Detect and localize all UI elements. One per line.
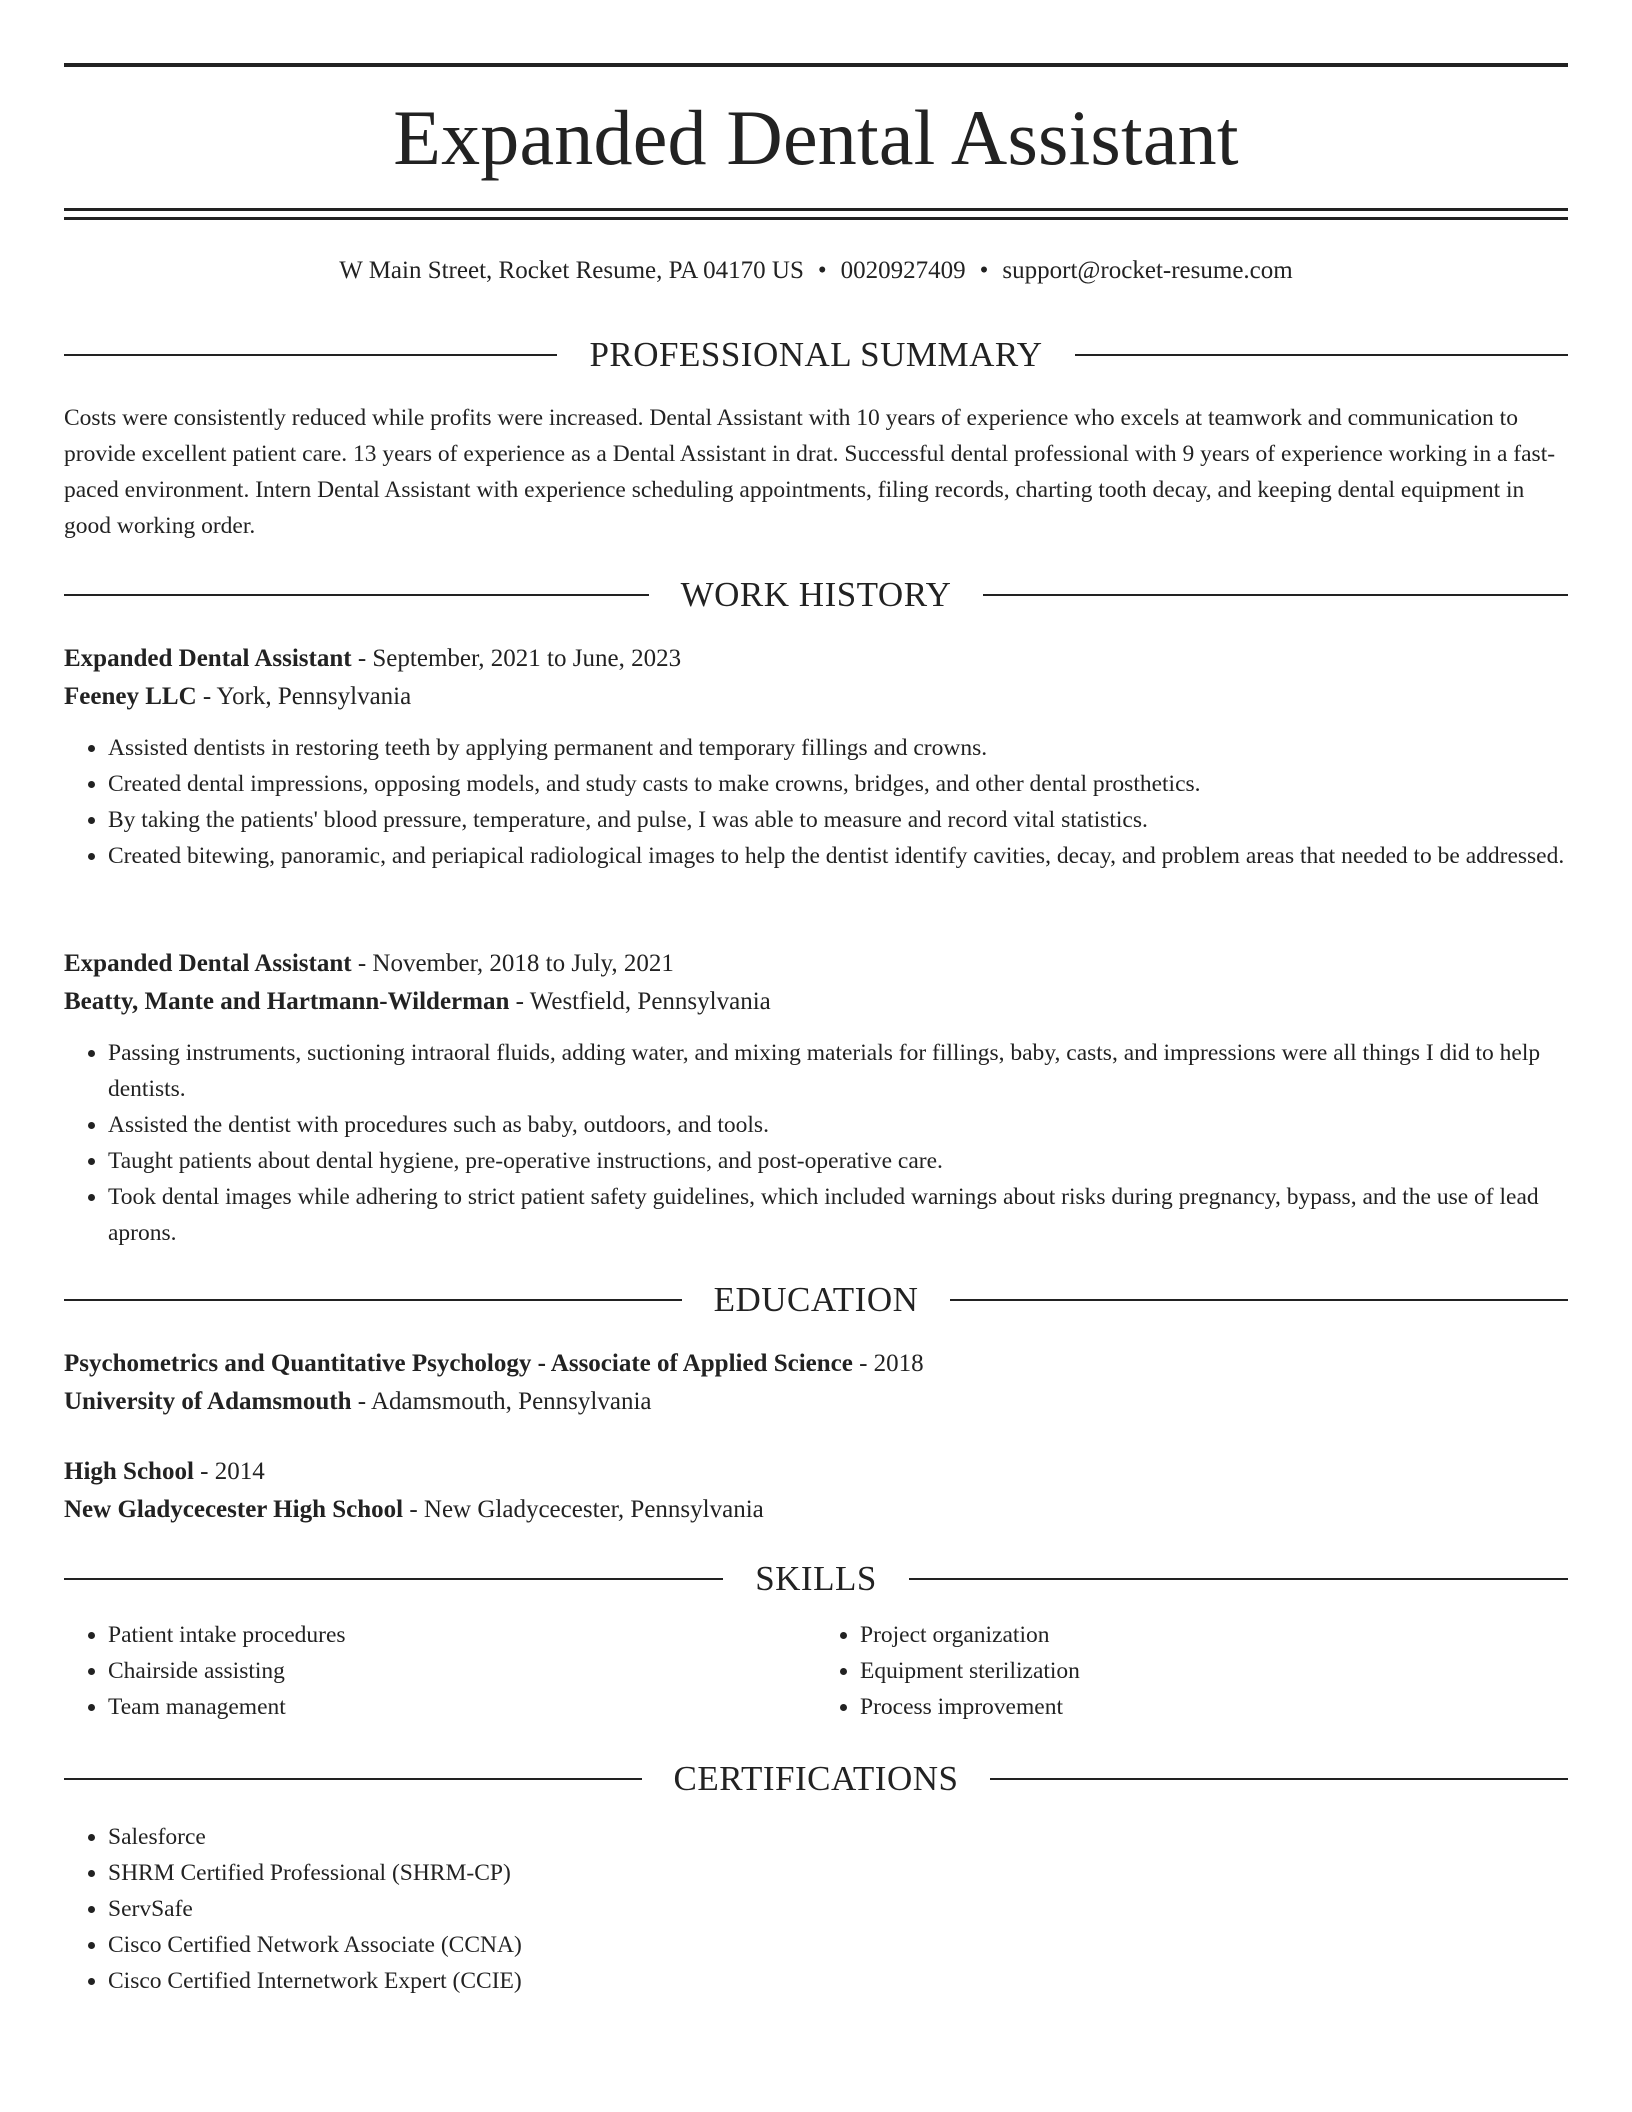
work-company-line bbox=[64, 983, 1568, 1021]
list-item: • Salesforce bbox=[108, 1819, 1568, 1855]
section-heading-education bbox=[64, 1278, 1568, 1322]
work-entry bbox=[64, 640, 1568, 874]
section-title: CERTIFICATIONS bbox=[673, 1759, 959, 1798]
work-role-line bbox=[64, 945, 1568, 983]
education-entry bbox=[64, 1345, 1568, 1421]
work-bullets bbox=[64, 730, 1568, 874]
skills-block bbox=[64, 1617, 1568, 1725]
skills-list-left bbox=[64, 1617, 816, 1725]
summary-text: Costs were consistently reduced while profits were increased. Dental Assistant with 10 years of experience who excels at teamwork and communication to provide excellent patient care. 13 years of experience as a Dental Assistant in drat. Successful dental professional with 9 years of experience working in a fast-paced environment. Intern Dental Assistant with experience scheduling appointments, filing records, charting tooth decay, and keeping dental equipment in good working order. bbox=[64, 405, 1556, 539]
list-item: • Cisco Certified Internetwork Expert (CCIE) bbox=[108, 1963, 1568, 1999]
heading-rule bbox=[1075, 354, 1568, 356]
summary-block bbox=[64, 400, 1568, 544]
work-role-line bbox=[64, 640, 1568, 678]
work-bullets bbox=[64, 1035, 1568, 1251]
contact-address: W Main Street, Rocket Resume, PA 04170 US bbox=[339, 257, 804, 284]
section-heading-summary bbox=[64, 333, 1568, 377]
heading-rule bbox=[990, 1778, 1568, 1780]
heading-rule bbox=[950, 1299, 1568, 1301]
education-year: - 2018 bbox=[852, 1350, 924, 1377]
section-heading-work bbox=[64, 573, 1568, 617]
work-dates: - November, 2018 to July, 2021 bbox=[351, 950, 674, 977]
education-school: University of Adamsmouth bbox=[64, 1388, 352, 1415]
section-title: WORK HISTORY bbox=[680, 575, 952, 614]
work-entry bbox=[64, 945, 1568, 1251]
education-degree: High School bbox=[64, 1458, 194, 1485]
list-item: • SHRM Certified Professional (SHRM-CP) bbox=[108, 1855, 1568, 1891]
list-item: • Taught patients about dental hygiene, pre-operative instructions, and post-operative care. bbox=[108, 1143, 1568, 1179]
heading-rule bbox=[64, 354, 557, 356]
title-double-rule bbox=[64, 208, 1568, 220]
section-heading-skills bbox=[64, 1557, 1568, 1601]
list-item: • Equipment sterilization bbox=[860, 1653, 1568, 1689]
list-item: • Took dental images while adhering to strict patient safety guidelines, which included warnings about risks during pregnancy, bypass, and the use of lead aprons. bbox=[108, 1179, 1568, 1251]
work-role: Expanded Dental Assistant bbox=[64, 645, 352, 672]
certifications-list bbox=[64, 1819, 1568, 1999]
list-item: • ServSafe bbox=[108, 1891, 1568, 1927]
heading-rule bbox=[64, 1578, 723, 1580]
work-role: Expanded Dental Assistant bbox=[64, 950, 352, 977]
education-entry bbox=[64, 1453, 1568, 1529]
contact-separator: • bbox=[979, 257, 989, 284]
list-item: • Created dental impressions, opposing models, and study casts to make crowns, bridges, and other dental prosthetics. bbox=[108, 766, 1568, 802]
education-location: - New Gladycecester, Pennsylvania bbox=[403, 1496, 764, 1523]
list-item: • Assisted the dentist with procedures such as baby, outdoors, and tools. bbox=[108, 1107, 1568, 1143]
resume-title: Expanded Dental Assistant bbox=[393, 94, 1239, 181]
section-title: PROFESSIONAL SUMMARY bbox=[589, 335, 1043, 374]
work-dates: - September, 2021 to June, 2023 bbox=[351, 645, 682, 672]
list-item: • Patient intake procedures bbox=[108, 1617, 816, 1653]
list-item: • Assisted dentists in restoring teeth by applying permanent and temporary fillings and crowns. bbox=[108, 730, 1568, 766]
heading-rule bbox=[64, 594, 649, 596]
heading-rule bbox=[64, 1778, 642, 1780]
education-degree: Psychometrics and Quantitative Psychology - Associate of Applied Science bbox=[64, 1350, 853, 1377]
list-item: • Project organization bbox=[860, 1617, 1568, 1653]
list-item: • Cisco Certified Network Associate (CCNA) bbox=[108, 1927, 1568, 1963]
heading-rule bbox=[909, 1578, 1568, 1580]
contact-phone: 0020927409 bbox=[840, 257, 966, 284]
section-title: SKILLS bbox=[755, 1559, 877, 1598]
heading-rule bbox=[64, 1299, 682, 1301]
education-school-line bbox=[64, 1491, 1568, 1529]
work-company: Feeney LLC bbox=[64, 683, 197, 710]
list-item: • Created bitewing, panoramic, and periapical radiological images to help the dentist identify cavities, decay, and problem areas that needed to be addressed. bbox=[108, 838, 1568, 874]
section-heading-certifications bbox=[64, 1757, 1568, 1801]
list-item: • Team management bbox=[108, 1689, 816, 1725]
list-item: • By taking the patients' blood pressure, temperature, and pulse, I was able to measure and record vital statistics. bbox=[108, 802, 1568, 838]
contact-line bbox=[64, 254, 1568, 288]
contact-separator: • bbox=[817, 257, 827, 284]
education-degree-line bbox=[64, 1453, 1568, 1491]
work-location: - York, Pennsylvania bbox=[196, 683, 412, 710]
section-title: EDUCATION bbox=[713, 1280, 919, 1319]
education-school-line bbox=[64, 1383, 1568, 1421]
list-item: • Passing instruments, suctioning intraoral fluids, adding water, and mixing materials for fillings, baby, casts, and impressions were all things I did to help dentists. bbox=[108, 1035, 1568, 1107]
education-school: New Gladycecester High School bbox=[64, 1496, 404, 1523]
certifications-block bbox=[64, 1819, 1568, 1999]
education-year: - 2014 bbox=[193, 1458, 265, 1485]
skills-columns bbox=[64, 1617, 1568, 1725]
top-rule bbox=[64, 63, 1568, 67]
skills-list-right bbox=[816, 1617, 1568, 1725]
work-location: - Westfield, Pennsylvania bbox=[509, 988, 771, 1015]
work-company: Beatty, Mante and Hartmann-Wilderman bbox=[64, 988, 510, 1015]
contact-email: support@rocket-resume.com bbox=[1002, 257, 1293, 284]
list-item: • Chairside assisting bbox=[108, 1653, 816, 1689]
education-location: - Adamsmouth, Pennsylvania bbox=[351, 1388, 652, 1415]
list-item: • Process improvement bbox=[860, 1689, 1568, 1725]
heading-rule bbox=[983, 594, 1568, 596]
work-company-line bbox=[64, 678, 1568, 716]
education-degree-line bbox=[64, 1345, 1568, 1383]
